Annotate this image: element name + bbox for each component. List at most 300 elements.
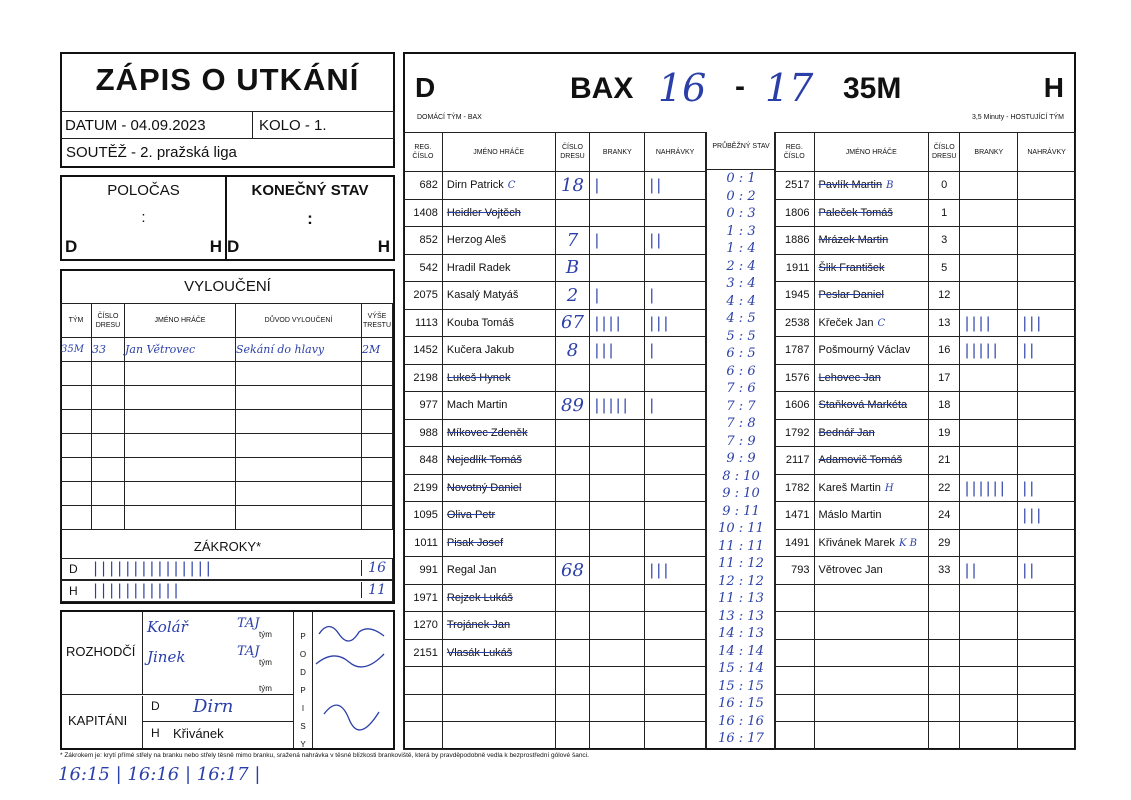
home-branky (590, 474, 645, 502)
home-reg (404, 667, 443, 695)
home-player-name: Kasalý Matyáš (446, 289, 519, 302)
home-nahr (645, 694, 706, 722)
home-branky: | (590, 282, 645, 310)
home-branky (590, 557, 645, 585)
zakroky-h-label: H (69, 584, 78, 598)
away-name (814, 612, 929, 640)
away-branky (960, 199, 1018, 227)
home-cislo: 89 (555, 392, 590, 420)
progress-score: 9 : 11 (722, 503, 760, 519)
polocas-colon: : (141, 209, 146, 226)
progress-score: 15 : 15 (718, 678, 764, 694)
home-name (442, 199, 555, 227)
home-name (442, 667, 555, 695)
away-row (775, 227, 1076, 255)
away-row (775, 254, 1076, 282)
h-jmeno: JMÉNO HRÁČE (125, 304, 236, 338)
progress-score: 2 : 4 (726, 258, 756, 274)
away-nahr: || (1018, 557, 1076, 585)
away-reg: 2517 (775, 172, 815, 200)
home-nahr (645, 447, 706, 475)
home-branky (590, 639, 645, 667)
home-player-name: Rejzek Lukáš (446, 591, 513, 604)
away-row (775, 282, 1076, 310)
home-cislo: 68 (555, 557, 590, 585)
away-player-name: Lehovec Jan (818, 371, 881, 384)
progress-score: 7 : 7 (726, 398, 756, 414)
home-branky (590, 502, 645, 530)
home-cislo (555, 364, 590, 392)
zakroky-d-total: 16 (361, 560, 386, 576)
kap-h: H (151, 726, 160, 740)
home-row (404, 694, 706, 722)
datum-cell (60, 111, 253, 139)
home-branky: |||| (590, 309, 645, 337)
progress-column (706, 132, 776, 748)
tym-label-3: tým (259, 684, 272, 693)
zakroky-h-total: 11 (361, 582, 386, 598)
away-row (775, 419, 1076, 447)
home-nahr (645, 722, 706, 750)
tym-label-1: tým (259, 630, 272, 639)
away-reg (775, 722, 815, 750)
home-cislo (555, 667, 590, 695)
away-player-name: Adamovič Tomáš (818, 454, 903, 467)
kap-d-name: Dirn (193, 696, 234, 717)
v-vyse: 2M (362, 338, 393, 362)
away-row (775, 337, 1076, 365)
home-row (404, 199, 706, 227)
score-away: 17 (765, 66, 814, 110)
away-nahr (1018, 639, 1076, 667)
progress-score: 14 : 13 (718, 626, 764, 641)
away-cislo: 18 (929, 392, 960, 420)
away-name (814, 502, 929, 530)
away-name (814, 309, 929, 337)
h-cislo-away: ČÍSLO DRESU (929, 133, 960, 172)
away-cislo: 22 (929, 474, 960, 502)
home-reg: 852 (404, 227, 443, 255)
home-cislo (555, 529, 590, 557)
away-cislo: 17 (929, 364, 960, 392)
rozhodci-label: ROZHODČÍ (66, 644, 136, 659)
home-nahr (645, 639, 706, 667)
home-reg: 1408 (404, 199, 443, 227)
h-cislo-home: ČÍSLO DRESU (555, 133, 590, 172)
progress-score: 4 : 5 (726, 311, 756, 326)
away-branky (960, 254, 1018, 282)
progress-score: 9 : 10 (722, 486, 760, 501)
away-branky (960, 694, 1018, 722)
home-cislo (555, 612, 590, 640)
home-nahr: ||| (645, 557, 706, 585)
home-branky: | (590, 172, 645, 200)
away-nahr (1018, 282, 1076, 310)
away-nahr: || (1018, 337, 1076, 365)
home-nahr (645, 502, 706, 530)
home-row (404, 529, 706, 557)
vylouceni-row (61, 338, 393, 362)
away-cislo (929, 639, 960, 667)
away-player-name: Paleček Tomáš (818, 206, 893, 219)
away-nahr (1018, 254, 1076, 282)
away-letter: H (1043, 72, 1064, 103)
away-cislo: 13 (929, 309, 960, 337)
home-nahr (645, 419, 706, 447)
away-player-name: Šlik František (818, 261, 885, 274)
away-reg (775, 667, 815, 695)
away-reg: 1792 (775, 419, 815, 447)
home-player-name: Novotný Daniel (446, 481, 522, 494)
home-reg: 1011 (404, 529, 443, 557)
away-reg: 1576 (775, 364, 815, 392)
v-duvod: Sekání do hlavy (236, 338, 362, 362)
away-reg (775, 612, 815, 640)
away-team: 35M (843, 72, 902, 105)
home-nahr (645, 667, 706, 695)
progress-score: 11 : 13 (718, 591, 764, 606)
home-branky (590, 419, 645, 447)
home-name (442, 172, 555, 200)
progress-score: 5 : 5 (726, 328, 756, 344)
away-cislo: 0 (929, 172, 960, 200)
home-nahr: | (645, 282, 706, 310)
h-duvod: DŮVOD VYLOUČENÍ (236, 304, 362, 338)
home-player-name: Kučera Jakub (446, 344, 515, 357)
home-cislo (555, 722, 590, 750)
polocas-h: H (209, 237, 222, 256)
away-reg: 1806 (775, 199, 815, 227)
home-player-name: Lukeš Hynek (446, 371, 511, 384)
h-branky-away: BRANKY (960, 133, 1018, 172)
home-name (442, 502, 555, 530)
away-name (814, 364, 929, 392)
home-branky (590, 529, 645, 557)
away-player-name: Bednář Jan (818, 426, 875, 439)
rozhodci-cell (62, 612, 143, 695)
home-player-name: Hradil Radek (446, 261, 511, 274)
away-name (814, 227, 929, 255)
home-name (442, 254, 555, 282)
home-cislo: 7 (555, 227, 590, 255)
away-name (814, 557, 929, 585)
home-nahr (645, 199, 706, 227)
away-branky (960, 282, 1018, 310)
away-branky (960, 227, 1018, 255)
home-player-name: Nejedlík Tomáš (446, 454, 522, 467)
zakroky-d-label: D (69, 562, 78, 576)
kolo-cell (252, 111, 395, 139)
away-row (775, 612, 1076, 640)
home-name (442, 364, 555, 392)
away-branky (960, 584, 1018, 612)
away-branky (960, 419, 1018, 447)
home-cislo (555, 639, 590, 667)
home-cislo: 2 (555, 282, 590, 310)
away-row (775, 309, 1076, 337)
tym-label-2: tým (259, 658, 272, 667)
home-name (442, 392, 555, 420)
home-row (404, 722, 706, 750)
away-mark: K B (898, 537, 917, 549)
away-row (775, 447, 1076, 475)
away-player-name: Kareš Martin (818, 481, 881, 494)
away-mark: H (884, 482, 894, 494)
away-cislo: 1 (929, 199, 960, 227)
away-cislo: 3 (929, 227, 960, 255)
home-name (442, 309, 555, 337)
away-cislo: 16 (929, 337, 960, 365)
score-dash: - (735, 70, 745, 103)
title-box (60, 52, 395, 168)
progress-score: 0 : 2 (726, 188, 756, 204)
home-reg: 2198 (404, 364, 443, 392)
away-nahr (1018, 392, 1076, 420)
home-cislo (555, 447, 590, 475)
away-player-name: Máslo Martin (818, 509, 882, 522)
away-player-name: Staňková Markéta (818, 399, 908, 412)
konecny-label: KONEČNÝ STAV (251, 182, 369, 199)
progress-score: 16 : 17 (718, 731, 764, 746)
home-row (404, 557, 706, 585)
away-name (814, 667, 929, 695)
home-reg: 988 (404, 419, 443, 447)
podpisy-label (294, 612, 313, 758)
home-reg: 977 (404, 392, 443, 420)
soutez: SOUTĚŽ - 2. pražská liga (66, 144, 237, 161)
home-name (442, 474, 555, 502)
home-reg: 991 (404, 557, 443, 585)
progress-score: 1 : 3 (726, 223, 756, 239)
away-name (814, 722, 929, 750)
away-cislo (929, 584, 960, 612)
home-nahr: || (645, 227, 706, 255)
home-player-name: Oliva Petr (446, 509, 496, 522)
home-row (404, 309, 706, 337)
podpisy-text: PODPISY (298, 632, 308, 758)
konecny-cell (227, 177, 393, 259)
zakroky-d-row (60, 558, 393, 580)
away-reg: 2117 (775, 447, 815, 475)
zakroky-title: ZÁKROKY* (193, 539, 262, 554)
away-player-name: Pošmourný Václav (818, 344, 911, 357)
home-reg: 2151 (404, 639, 443, 667)
home-name (442, 612, 555, 640)
home-nahr: ||| (645, 309, 706, 337)
away-branky (960, 639, 1018, 667)
kapitani-cell (62, 696, 143, 748)
home-row (404, 447, 706, 475)
away-nahr (1018, 172, 1076, 200)
tym-2: TAJ (237, 644, 260, 659)
away-cislo: 12 (929, 282, 960, 310)
h-branky-home: BRANKY (590, 133, 645, 172)
home-player-name: Herzog Aleš (446, 234, 507, 247)
progress-score: 6 : 6 (726, 363, 756, 379)
polocas-cell (62, 177, 227, 259)
away-cislo: 21 (929, 447, 960, 475)
rozhodci-2: Jinek (147, 648, 186, 666)
kapitani-label: KAPITÁNI (68, 713, 128, 728)
away-nahr (1018, 529, 1076, 557)
home-cislo (555, 694, 590, 722)
progress-score: 15 : 14 (718, 661, 764, 676)
home-nahr (645, 474, 706, 502)
progress-score: 4 : 4 (726, 293, 756, 309)
away-mark: C (877, 317, 886, 329)
away-reg (775, 584, 815, 612)
away-name (814, 419, 929, 447)
progress-score: 11 : 11 (718, 538, 764, 554)
away-row (775, 392, 1076, 420)
away-branky: || (960, 557, 1018, 585)
page-title: ZÁPIS O UTKÁNÍ (95, 62, 360, 97)
h-name-away: JMÉNO HRÁČE (814, 133, 929, 172)
home-cislo (555, 199, 590, 227)
progress-score: 14 : 14 (718, 643, 764, 659)
away-row (775, 694, 1076, 722)
home-branky (590, 447, 645, 475)
away-cislo (929, 694, 960, 722)
home-row (404, 502, 706, 530)
away-nahr (1018, 722, 1076, 750)
vylouceni-box (60, 269, 395, 604)
away-nahr: || (1018, 474, 1076, 502)
rozhodci-names (143, 612, 293, 695)
away-cislo: 24 (929, 502, 960, 530)
home-name (442, 447, 555, 475)
home-row (404, 364, 706, 392)
home-nahr: | (645, 392, 706, 420)
progress-score: 0 : 1 (726, 171, 756, 186)
home-branky (590, 612, 645, 640)
away-name (814, 474, 929, 502)
away-reg: 1945 (775, 282, 815, 310)
away-nahr (1018, 364, 1076, 392)
home-sub: DOMÁCÍ TÝM - BAX (417, 114, 482, 121)
home-name (442, 694, 555, 722)
progress-score: 9 : 9 (726, 451, 756, 466)
home-name (442, 722, 555, 750)
home-row (404, 474, 706, 502)
away-branky (960, 529, 1018, 557)
home-name (442, 557, 555, 585)
h-prubezny: PRŮBĚŽNÝ STAV (707, 132, 775, 170)
away-reg: 1471 (775, 502, 815, 530)
away-reg: 1606 (775, 392, 815, 420)
away-branky: |||| (960, 309, 1018, 337)
konecny-h: H (377, 237, 390, 256)
home-row (404, 392, 706, 420)
away-row (775, 172, 1076, 200)
home-row (404, 337, 706, 365)
progress-score: 13 : 13 (718, 608, 764, 624)
home-branky (590, 722, 645, 750)
home-reg: 682 (404, 172, 443, 200)
home-player-name: Vlasák Lukáš (446, 646, 513, 659)
zakroky-h-row (60, 580, 393, 602)
away-name (814, 639, 929, 667)
home-player-name: Regal Jan (446, 564, 497, 577)
away-nahr (1018, 584, 1076, 612)
away-nahr: ||| (1018, 309, 1076, 337)
home-player-name: Dirn Patrick (446, 179, 504, 192)
away-nahr (1018, 419, 1076, 447)
home-nahr (645, 612, 706, 640)
v-cislo: 33 (92, 338, 125, 362)
progress-score: 16 : 15 (718, 696, 764, 711)
home-nahr: | (645, 337, 706, 365)
h-nahr-away: NAHRÁVKY (1018, 133, 1076, 172)
h-reg-away: REG. ČÍSLO (775, 133, 815, 172)
kap-h-name: Křivánek (173, 726, 224, 741)
away-branky (960, 612, 1018, 640)
progress-score: 1 : 4 (726, 241, 756, 256)
home-nahr (645, 364, 706, 392)
away-reg: 2538 (775, 309, 815, 337)
home-player-name: Míkovec Zdeněk (446, 426, 528, 439)
h-tym: TÝM (61, 304, 92, 338)
away-name (814, 254, 929, 282)
away-player-name: Křeček Jan (818, 316, 874, 329)
home-cislo (555, 584, 590, 612)
home-row (404, 172, 706, 200)
home-branky (590, 694, 645, 722)
away-name (814, 337, 929, 365)
away-name (814, 529, 929, 557)
away-row (775, 529, 1076, 557)
away-name (814, 694, 929, 722)
away-branky (960, 172, 1018, 200)
signatures (314, 614, 392, 746)
h-nahr-home: NAHRÁVKY (645, 133, 706, 172)
score-box (60, 175, 395, 261)
away-row (775, 639, 1076, 667)
away-mark: B (886, 180, 894, 192)
away-branky (960, 364, 1018, 392)
home-row (404, 612, 706, 640)
home-reg: 2199 (404, 474, 443, 502)
away-nahr: ||| (1018, 502, 1076, 530)
home-reg: 1971 (404, 584, 443, 612)
away-sub: 3,5 Minuty - HOSTUJÍCÍ TÝM (971, 114, 1064, 121)
home-player-name: Trojánek Jan (446, 619, 511, 632)
match-sheet (403, 52, 1076, 750)
home-branky: ||||| (590, 392, 645, 420)
away-player-name: Peslar Daniel (818, 289, 884, 302)
away-nahr (1018, 447, 1076, 475)
home-row (404, 282, 706, 310)
away-branky (960, 502, 1018, 530)
away-row (775, 722, 1076, 750)
home-name (442, 529, 555, 557)
away-name (814, 172, 929, 200)
away-branky (960, 392, 1018, 420)
away-cislo (929, 722, 960, 750)
polocas-d: D (65, 237, 78, 256)
h-vyse: VÝŠE TRESTU (362, 304, 393, 338)
away-reg: 1782 (775, 474, 815, 502)
progress-score: 8 : 10 (722, 468, 760, 484)
konecny-colon: : (307, 209, 313, 228)
home-reg: 1270 (404, 612, 443, 640)
home-table (403, 132, 706, 750)
home-cislo (555, 474, 590, 502)
home-cislo: 8 (555, 337, 590, 365)
away-reg (775, 639, 815, 667)
kap-d: D (151, 699, 160, 713)
home-name (442, 227, 555, 255)
